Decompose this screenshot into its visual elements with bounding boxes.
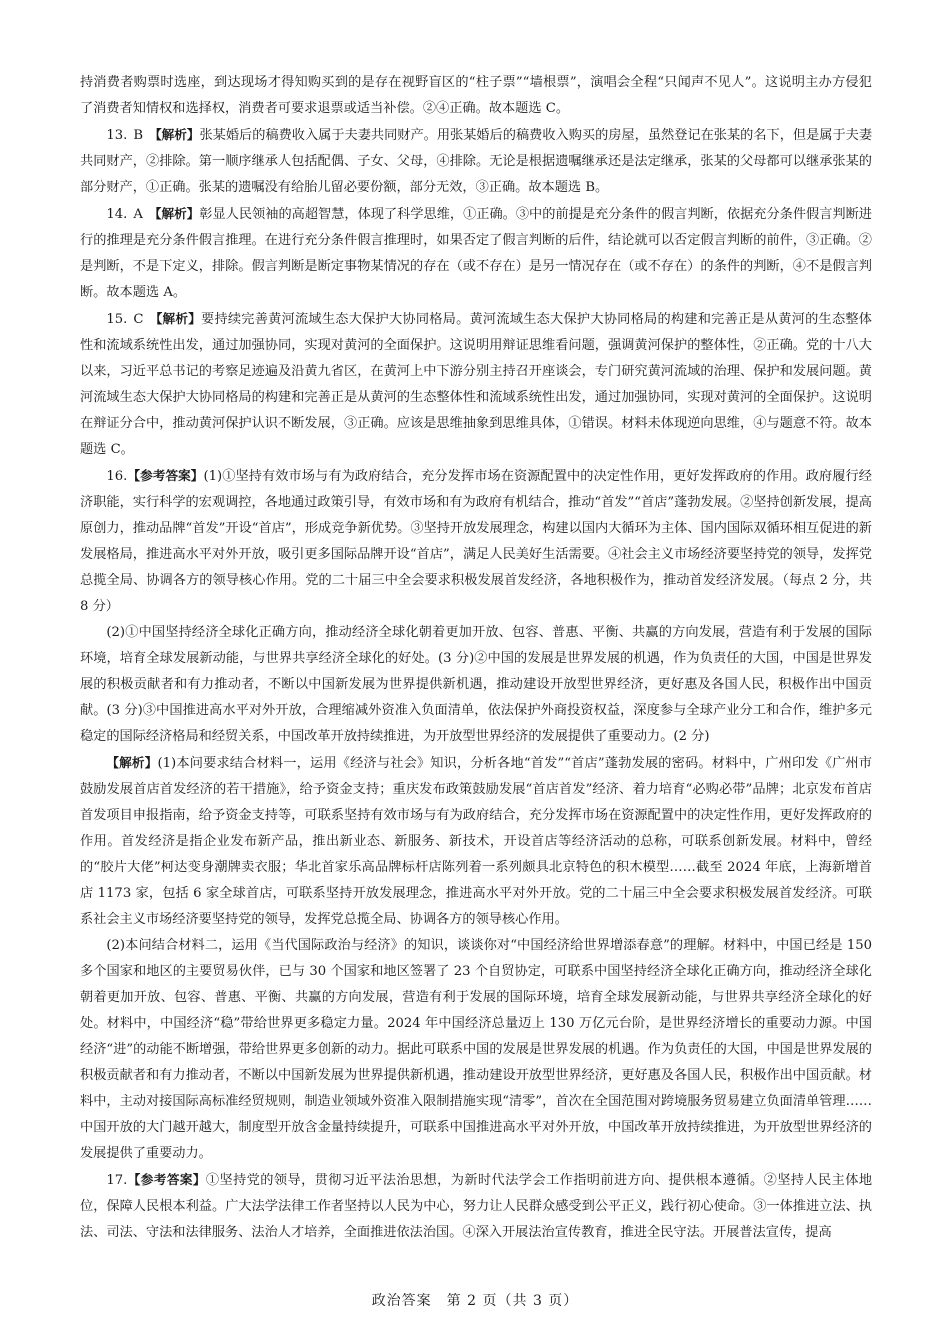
question-number: 15. bbox=[106, 312, 128, 327]
paragraph-q16-analysis-2 bbox=[80, 933, 872, 1167]
answer-letter: C bbox=[133, 312, 144, 327]
paragraph-text: (2)①中国坚持经济全球化正确方向，推动经济全球化朝着更加开放、包容、普惠、平衡、共赢的方向发展，营造有利于发展的国际环境，培育全球发展新动能，与世界共享经济全球化的好处。(3 分)②中国的发展是世界发展的机遇，作为负责任的大国，中国是世界发展的积极贡献者和有力推动者，不断以中国新发展为世界提供新机遇，推动建设开放型世界经济，更好惠及各国人民，积极作出中国贡献。(3 分)③中国推进高水平对外开放，合理缩减外资准入负面清单，依法保护外商投资权益，深度参与全球产业分工和合作，维护多元稳定的国际经济格局和经贸关系，中国改革开放持续推进，为开放型世界经济的发展提供了重要动力。(2 分) bbox=[80, 625, 872, 744]
answer-letter: A bbox=[133, 207, 143, 222]
paragraph-text: ①坚持党的领导，贯彻习近平法治思想，为新时代法学会工作指明前进方向、提供根本遵循。②坚持人民主体地位，保障人民根本利益。广大法学法律工作者坚持以人民为中心，努力让人民群众感受到公平正义，践行初心使命。③一体推进立法、执法、司法、守法和法律服务、法治人才培养，全面推进依法治国。④深入开展法治宣传教育，推进全民守法。开展普法宣传，提高 bbox=[80, 1173, 873, 1240]
paragraph-q17 bbox=[80, 1167, 872, 1246]
paragraph-q15 bbox=[80, 306, 872, 463]
paragraph-q13 bbox=[80, 122, 872, 201]
paragraph-q16-answer-2 bbox=[80, 620, 872, 750]
paragraph-text: 彰显人民领袖的高超智慧，体现了科学思维，①正确。③中的前提是充分条件的假言判断，依据充分条件假言判断进行的推理是充分条件假言推理。在进行充分条件假言推理时，如果否定了假言判断的后件，结论就可以否定假言判断的前件，③正确。②是判断，不是下定义，排除。假言判断是断定事物某情况的存在（或不存在）是另一情况存在（或不存在）的条件的判断，④不是假言判断。故本题选 A。 bbox=[80, 207, 872, 300]
paragraph-q14 bbox=[80, 201, 872, 306]
analysis-tag: 【解析】 bbox=[148, 206, 200, 221]
paragraph-text: (1)①坚持有效市场与有为政府结合，充分发挥市场在资源配置中的决定性作用，更好发挥政府的作用。政府履行经济职能，实行科学的宏观调控，各地通过政策引导，有效市场和有为政府有机结合，推动“首发”“首店”蓬勃发展。②坚持创新发展，提高原创力，推动品牌“首发”开设“首店”，形成竞争新优势。③坚持开放发展理念，构建以国内大循环为主体、国内国际双循环相互促进的新发展格局，推进高水平对外开放，吸引更多国际品牌开设“首店”，满足人民美好生活需要。④社会主义市场经济要坚持党的领导，发挥党总揽全局、协调各方的领导核心作用。党的二十届三中全会要求积极发展首发经济，各地积极作为，推动首发经济发展。（每点 2 分，共 8 分） bbox=[80, 469, 872, 614]
analysis-tag: 【解析】 bbox=[149, 127, 200, 142]
paragraph-q16-analysis-1 bbox=[80, 750, 872, 933]
question-number: 17. bbox=[106, 1173, 128, 1188]
analysis-tag: 【解析】 bbox=[149, 311, 202, 326]
answer-page bbox=[80, 70, 872, 1246]
paragraph-text: (2)本问结合材料二，运用《当代国际政治与经济》的知识，谈谈你对“中国经济给世界增添春意”的理解。材料中，中国已经是 150 多个国家和地区的主要贸易伙伴，已与 30 个国家和地区签署了 23 个自贸协定，可联系中国坚持经济全球化正确方向，推动经济全球化朝着更加开放、包容、普惠、平衡、共赢的方向发展，营造有利于发展的国际环境，培育全球发展新动能，与世界共享经济全球化的好处。材料中，中国经济“稳”带给世界更多稳定力量。2024 年中国经济总量迈上 130 万亿元台阶，是世界经济增长的重要动力源。中国经济“进”的动能不断增强，带给世界更多创新的动力。据此可联系中国的发展是世界发展的机遇。作为负责任的大国，中国是世界发展的积极贡献者和有力推动者，不断以中国新发展为世界提供新机遇，推动建设开放型世界经济，更好惠及各国人民，积极作出中国贡献。材料中，主动对接国际高标准经贸规则，制造业领域外资准入限制措施实现“清零”，首次在全国范围对跨境服务贸易建立负面清单管理……中国开放的大门越开越大，制度型开放含金量持续提升，可联系中国推进高水平对外开放，中国改革开放持续推进，为开放型世界经济的发展提供了重要动力。 bbox=[80, 938, 872, 1161]
question-number: 16. bbox=[106, 469, 128, 484]
paragraph-text: 张某婚后的稿费收入属于夫妻共同财产。用张某婚后的稿费收入购买的房屋，虽然登记在张某的名下，但是属于夫妻共同财产，②排除。第一顺序继承人包括配偶、子女、父母，④排除。无论是根据遗嘱继承还是法定继承，张某的父母都可以继承张某的部分财产，①正确。张某的遗嘱没有给胎儿留必要份额，部分无效，③正确。故本题选 B。 bbox=[80, 128, 873, 195]
paragraph-q12-continued bbox=[80, 70, 872, 122]
question-number: 13. bbox=[106, 128, 128, 143]
answer-letter: B bbox=[133, 128, 144, 143]
paragraph-text: 持消费者购票时选座，到达现场才得知购买到的是存在视野盲区的“柱子票”“墙根票”，演唱会全程“只闻声不见人”。这说明主办方侵犯了消费者知情权和选择权，消费者可要求退票或适当补偿。②④正确。故本题选 C。 bbox=[80, 75, 872, 116]
reference-answer-tag: 【参考答案】 bbox=[127, 468, 204, 483]
paragraph-q16-answer-1 bbox=[80, 463, 872, 620]
paragraph-text: 要持续完善黄河流域生态大保护大协同格局。黄河流域生态大保护大协同格局的构建和完善正是从黄河的生态整体性和流域系统性出发，通过加强协同，实现对黄河的全面保护。这说明用辩证思维看问题，强调黄河保护的整体性，②正确。党的十八大以来，习近平总书记的考察足迹遍及沿黄九省区，在黄河上中下游分别主持召开座谈会，专门研究黄河流域的治理、保护和发展问题。黄河流域生态大保护大协同格局的构建和完善正是从黄河的生态整体性和流域系统性出发，通过加强协同，实现对黄河的全面保护。这说明在辩证分合中，推动黄河保护认识不断发展，③正确。应该是思维抽象到思维具体，①错误。材料未体现逆向思维，④与题意不符。故本题选 C。 bbox=[80, 312, 872, 457]
analysis-tag: 【解析】 bbox=[106, 755, 158, 770]
page-footer: 政治答案 第 2 页（共 3 页） bbox=[371, 1293, 579, 1309]
reference-answer-tag: 【参考答案】 bbox=[127, 1172, 206, 1187]
question-number: 14. bbox=[106, 207, 128, 222]
paragraph-text: (1)本问要求结合材料一，运用《经济与社会》知识，分析各地“首发”“首店”蓬勃发展的密码。材料中，广州印发《广州市鼓励发展首店首发经济的若干措施》，给予资金支持；重庆发布政策鼓励发展“首店首发”经济、着力培育“必购必带”品牌；北京发布首店首发项目申报指南，给予资金支持等，可联系坚持有效市场与有为政府结合，充分发挥市场在资源配置中的决定性作用，更好发挥政府的作用。首发经济是指企业发布新产品，推出新业态、新服务、新技术，开设首店等经济活动的总称，可联系创新发展。材料中，曾经的“胶片大佬”柯达变身潮牌卖衣服；华北首家乐高品牌标杆店陈列着一系列颇具北京特色的积木模型……截至 2024 年底，上海新增首店 1173 家，包括 6 家全球首店，可联系坚持开放发展理念，推进高水平对外开放。党的二十届三中全会要求积极发展首发经济。可联系社会主义市场经济要坚持党的领导，发挥党总揽全局、协调各方的领导核心作用。 bbox=[80, 756, 872, 927]
